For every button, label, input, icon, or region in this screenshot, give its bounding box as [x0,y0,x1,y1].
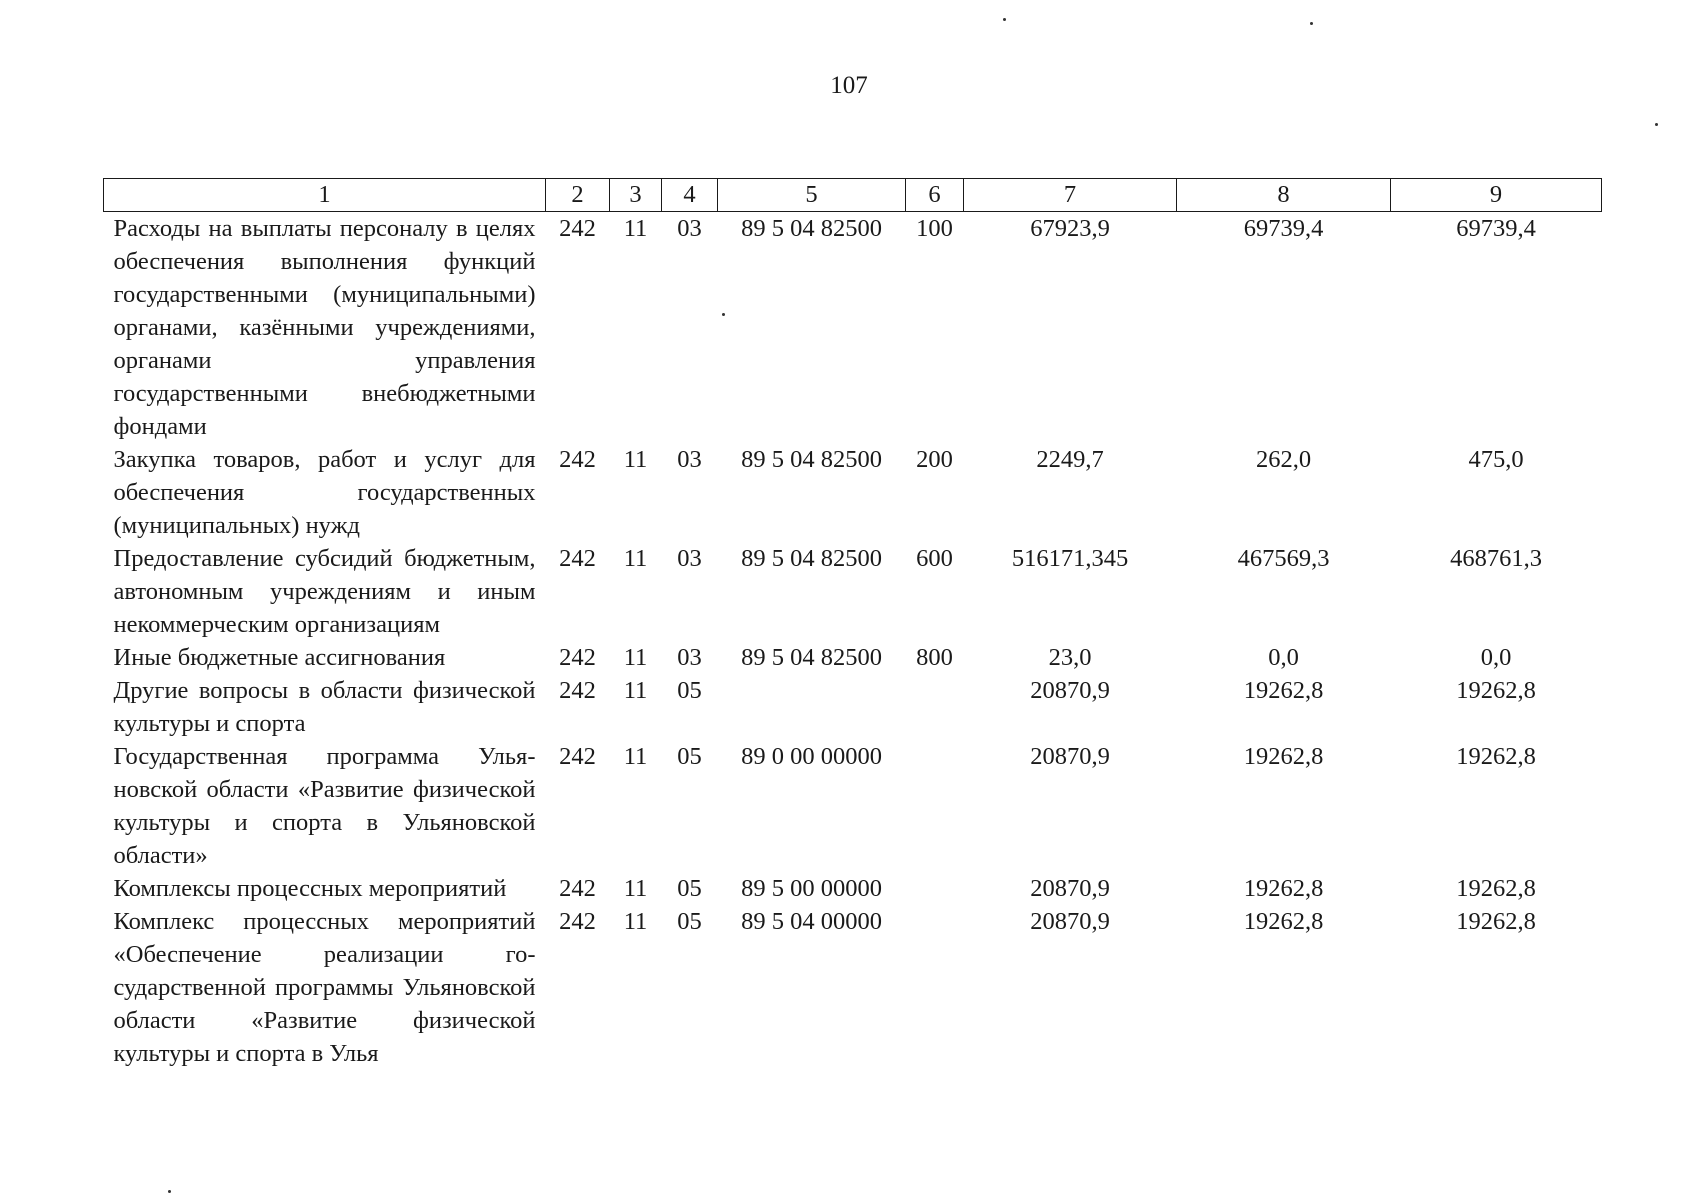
cell-amount-col9: 19262,8 [1456,875,1536,902]
cell-amount-col7: 20870,9 [1030,875,1110,902]
cell-ministry-code: 242 [559,743,596,770]
cell-amount-col8: 19262,8 [1243,677,1324,704]
cell-target-article: 89 5 04 00000 [741,908,882,935]
cell-amount-col8: 0,0 [1268,644,1299,671]
row-description: Предоставление субсидий бюджетным, автономным учреждениям и иным некоммерческим организациям [113,545,536,638]
column-header-4: 4 [662,179,718,212]
cell-amount-col7: 67923,9 [1030,215,1110,242]
cell-amount-col8: 467569,3 [1237,545,1330,572]
cell-amount-col9: 69739,4 [1456,215,1536,242]
cell-section: 11 [623,446,648,473]
table-body [104,212,1602,1071]
cell-amount-col7: 20870,9 [1030,908,1110,935]
page-number: 107 [830,72,868,99]
cell-amount-col7: 20870,9 [1030,677,1110,704]
cell-subsection: 03 [677,545,702,572]
column-header-5: 5 [718,179,906,212]
cell-amount-col7: 516171,345 [1011,545,1129,572]
cell-amount-col7: 23,0 [1048,644,1092,671]
cell-ministry-code: 242 [559,446,596,473]
cell-section: 11 [623,875,648,902]
column-header-9: 9 [1391,179,1602,212]
column-header-1: 1 [104,179,546,212]
scan-speck [168,1190,171,1193]
row-description: Расходы на выплаты персоналу в целях обеспечения выполнения функций государственными (муниципальными) органами, казёнными учреждениями, органами управления государственными внебюджетными фондами [113,215,536,440]
scan-speck [1655,123,1658,126]
cell-target-article: 89 5 04 82500 [741,644,882,671]
cell-amount-col9: 19262,8 [1456,677,1536,704]
table-row [104,542,1602,641]
cell-amount-col8: 19262,8 [1243,908,1324,935]
table-row [104,443,1602,542]
table-row [104,905,1602,1070]
cell-target-article: 89 0 00 00000 [741,743,882,770]
cell-expense-type: 800 [916,644,953,671]
cell-target-article: 89 5 04 82500 [741,215,882,242]
cell-subsection: 03 [677,446,702,473]
cell-expense-type [906,674,964,740]
cell-expense-type: 600 [916,545,953,572]
cell-section: 11 [623,215,648,242]
budget-table-container [103,178,1601,1070]
budget-table [103,178,1602,1070]
cell-subsection: 05 [677,875,702,902]
cell-amount-col9: 19262,8 [1456,908,1536,935]
table-row [104,212,1602,444]
cell-amount-col9: 475,0 [1468,446,1524,473]
cell-target-article: 89 5 04 82500 [741,446,882,473]
header-row [104,179,1602,212]
cell-amount-col7: 2249,7 [1036,446,1104,473]
cell-amount-col9: 468761,3 [1450,545,1542,572]
row-description: Иные бюджетные ассигнования [113,644,446,671]
table-row [104,872,1602,905]
cell-amount-col7: 20870,9 [1030,743,1110,770]
cell-expense-type [906,740,964,872]
table-row [104,740,1602,872]
cell-expense-type [906,872,964,905]
cell-subsection: 05 [677,677,702,704]
cell-ministry-code: 242 [559,908,596,935]
cell-ministry-code: 242 [559,644,596,671]
row-description: Государственная программа Ульяновской области «Развитие физической культуры и спорта в Ульяновской области» [113,743,536,869]
cell-target-article: 89 5 00 00000 [741,875,882,902]
table-row [104,641,1602,674]
cell-target-article: 89 5 04 82500 [741,545,882,572]
cell-expense-type: 200 [916,446,953,473]
cell-ministry-code: 242 [559,545,596,572]
row-description: Комплекс процессных мероприятий «Обеспечение реализации государственной программы Ульяновской области «Развитие физической культуры и спорта в Улья [113,908,536,1067]
cell-ministry-code: 242 [559,875,596,902]
scan-speck [1003,18,1006,21]
cell-amount-col8: 262,0 [1255,446,1312,473]
table-row [104,674,1602,740]
cell-section: 11 [623,677,648,704]
column-header-3: 3 [610,179,662,212]
column-header-6: 6 [906,179,964,212]
scan-speck [1310,22,1313,25]
cell-target-article [718,674,906,740]
cell-subsection: 05 [677,743,702,770]
cell-subsection: 03 [677,644,702,671]
row-description: Комплексы процессных мероприятий [113,875,507,902]
table-header [104,179,1602,212]
cell-subsection: 03 [677,215,702,242]
cell-amount-col8: 19262,8 [1243,875,1324,902]
cell-ministry-code: 242 [559,215,596,242]
cell-amount-col8: 19262,8 [1243,743,1324,770]
cell-subsection: 05 [677,908,702,935]
column-header-8: 8 [1177,179,1391,212]
cell-section: 11 [623,644,648,671]
row-description: Закупка товаров, работ и услуг для обеспечения государственных (муниципальных) нужд [113,446,536,539]
column-header-2: 2 [546,179,610,212]
cell-ministry-code: 242 [559,677,596,704]
cell-amount-col9: 0,0 [1480,644,1512,671]
cell-expense-type [906,905,964,1070]
cell-amount-col8: 69739,4 [1243,215,1324,242]
cell-amount-col9: 19262,8 [1456,743,1536,770]
cell-section: 11 [623,908,648,935]
cell-section: 11 [623,743,648,770]
cell-expense-type: 100 [916,215,953,242]
column-header-7: 7 [964,179,1177,212]
cell-section: 11 [623,545,648,572]
scan-speck [722,313,725,316]
row-description: Другие вопросы в области физической культуры и спорта [113,677,536,737]
